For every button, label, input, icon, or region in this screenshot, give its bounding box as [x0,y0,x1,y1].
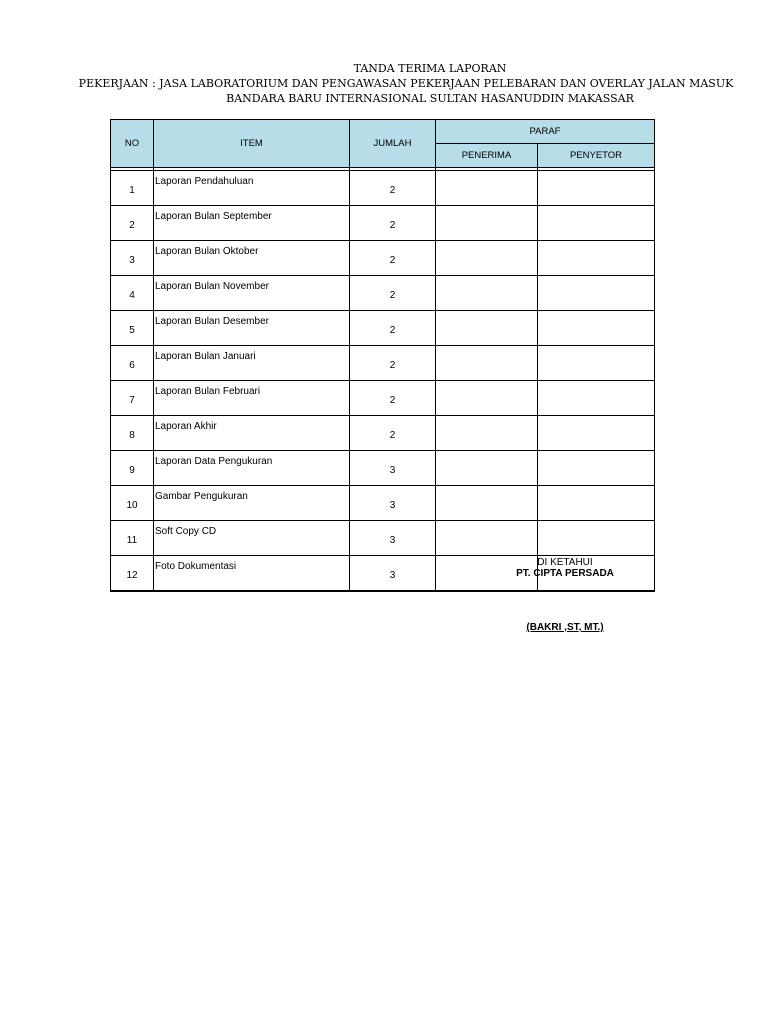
row-item-cell: Laporan Data Pengukuran [154,451,350,486]
company-name: PT. CIPTA PERSADA [516,568,614,579]
row-quantity-cell: 2 [350,241,436,276]
row-quantity-cell: 3 [350,486,436,521]
row-receiver-signature-cell [436,521,538,556]
row-number-cell: 1 [111,171,154,206]
job-description-line-2: BANDARA BARU INTERNASIONAL SULTAN HASANUDDIN MAKASSAR [226,92,634,105]
row-receiver-signature-cell [436,206,538,241]
row-quantity-cell: 2 [350,171,436,206]
row-number-cell: 4 [111,276,154,311]
table-row [111,171,655,206]
row-receiver-signature-cell [436,311,538,346]
row-submitter-signature-cell [538,311,655,346]
row-item-cell: Laporan Bulan Oktober [154,241,350,276]
job-description-line-1: PEKERJAAN : JASA LABORATORIUM DAN PENGAWASAN PEKERJAAN PELEBARAN DAN OVERLAY JALAN MASUK [78,77,734,90]
row-receiver-signature-cell [436,381,538,416]
row-item-cell: Laporan Pendahuluan [154,171,350,206]
table-row [111,416,655,451]
table-row [111,451,655,486]
row-quantity-cell: 2 [350,206,436,241]
row-submitter-signature-cell [538,206,655,241]
row-receiver-signature-cell [436,486,538,521]
row-quantity-cell: 2 [350,381,436,416]
row-submitter-signature-cell [538,241,655,276]
row-submitter-signature-cell [538,486,655,521]
row-quantity-cell: 2 [350,416,436,451]
column-header-penyetor: PENYETOR [538,144,655,168]
column-header-no: NO [111,120,154,168]
table-row [111,521,655,556]
column-header-jumlah: JUMLAH [350,120,436,168]
row-quantity-cell: 2 [350,346,436,381]
row-number-cell: 12 [111,556,154,592]
table-row [111,346,655,381]
signatory-name: (BAKRI ,ST, MT.) [526,622,604,633]
row-receiver-signature-cell [436,276,538,311]
row-quantity-cell: 3 [350,556,436,592]
report-receipt-table [110,119,655,592]
row-item-cell: Laporan Bulan September [154,206,350,241]
table-row [111,206,655,241]
column-header-item: ITEM [154,120,350,168]
row-quantity-cell: 2 [350,311,436,346]
row-number-cell: 7 [111,381,154,416]
row-item-cell: Laporan Akhir [154,416,350,451]
table-row [111,311,655,346]
row-number-cell: 6 [111,346,154,381]
acknowledged-by-label: DI KETAHUI [537,557,593,568]
document-title: TANDA TERIMA LAPORAN [353,62,507,75]
row-number-cell: 11 [111,521,154,556]
row-number-cell: 9 [111,451,154,486]
row-receiver-signature-cell [436,241,538,276]
row-submitter-signature-cell [538,451,655,486]
column-header-paraf: PARAF [436,120,655,144]
table-body [111,168,655,592]
row-quantity-cell: 3 [350,521,436,556]
row-submitter-signature-cell [538,276,655,311]
table-row [111,241,655,276]
row-item-cell: Foto Dokumentasi [154,556,350,592]
row-item-cell: Gambar Pengukuran [154,486,350,521]
row-receiver-signature-cell [436,171,538,206]
row-item-cell: Laporan Bulan Desember [154,311,350,346]
row-submitter-signature-cell [538,171,655,206]
row-number-cell: 2 [111,206,154,241]
row-item-cell: Laporan Bulan Januari [154,346,350,381]
row-number-cell: 5 [111,311,154,346]
row-number-cell: 10 [111,486,154,521]
row-quantity-cell: 3 [350,451,436,486]
row-item-cell: Laporan Bulan Februari [154,381,350,416]
row-number-cell: 3 [111,241,154,276]
row-receiver-signature-cell [436,346,538,381]
row-submitter-signature-cell [538,381,655,416]
row-receiver-signature-cell [436,451,538,486]
row-number-cell: 8 [111,416,154,451]
table-row [111,486,655,521]
table-row [111,381,655,416]
row-submitter-signature-cell [538,346,655,381]
row-item-cell: Laporan Bulan November [154,276,350,311]
row-quantity-cell: 2 [350,276,436,311]
row-submitter-signature-cell [538,416,655,451]
row-submitter-signature-cell [538,521,655,556]
row-item-cell: Soft Copy CD [154,521,350,556]
row-receiver-signature-cell [436,416,538,451]
table-row [111,276,655,311]
column-header-penerima: PENERIMA [436,144,538,168]
